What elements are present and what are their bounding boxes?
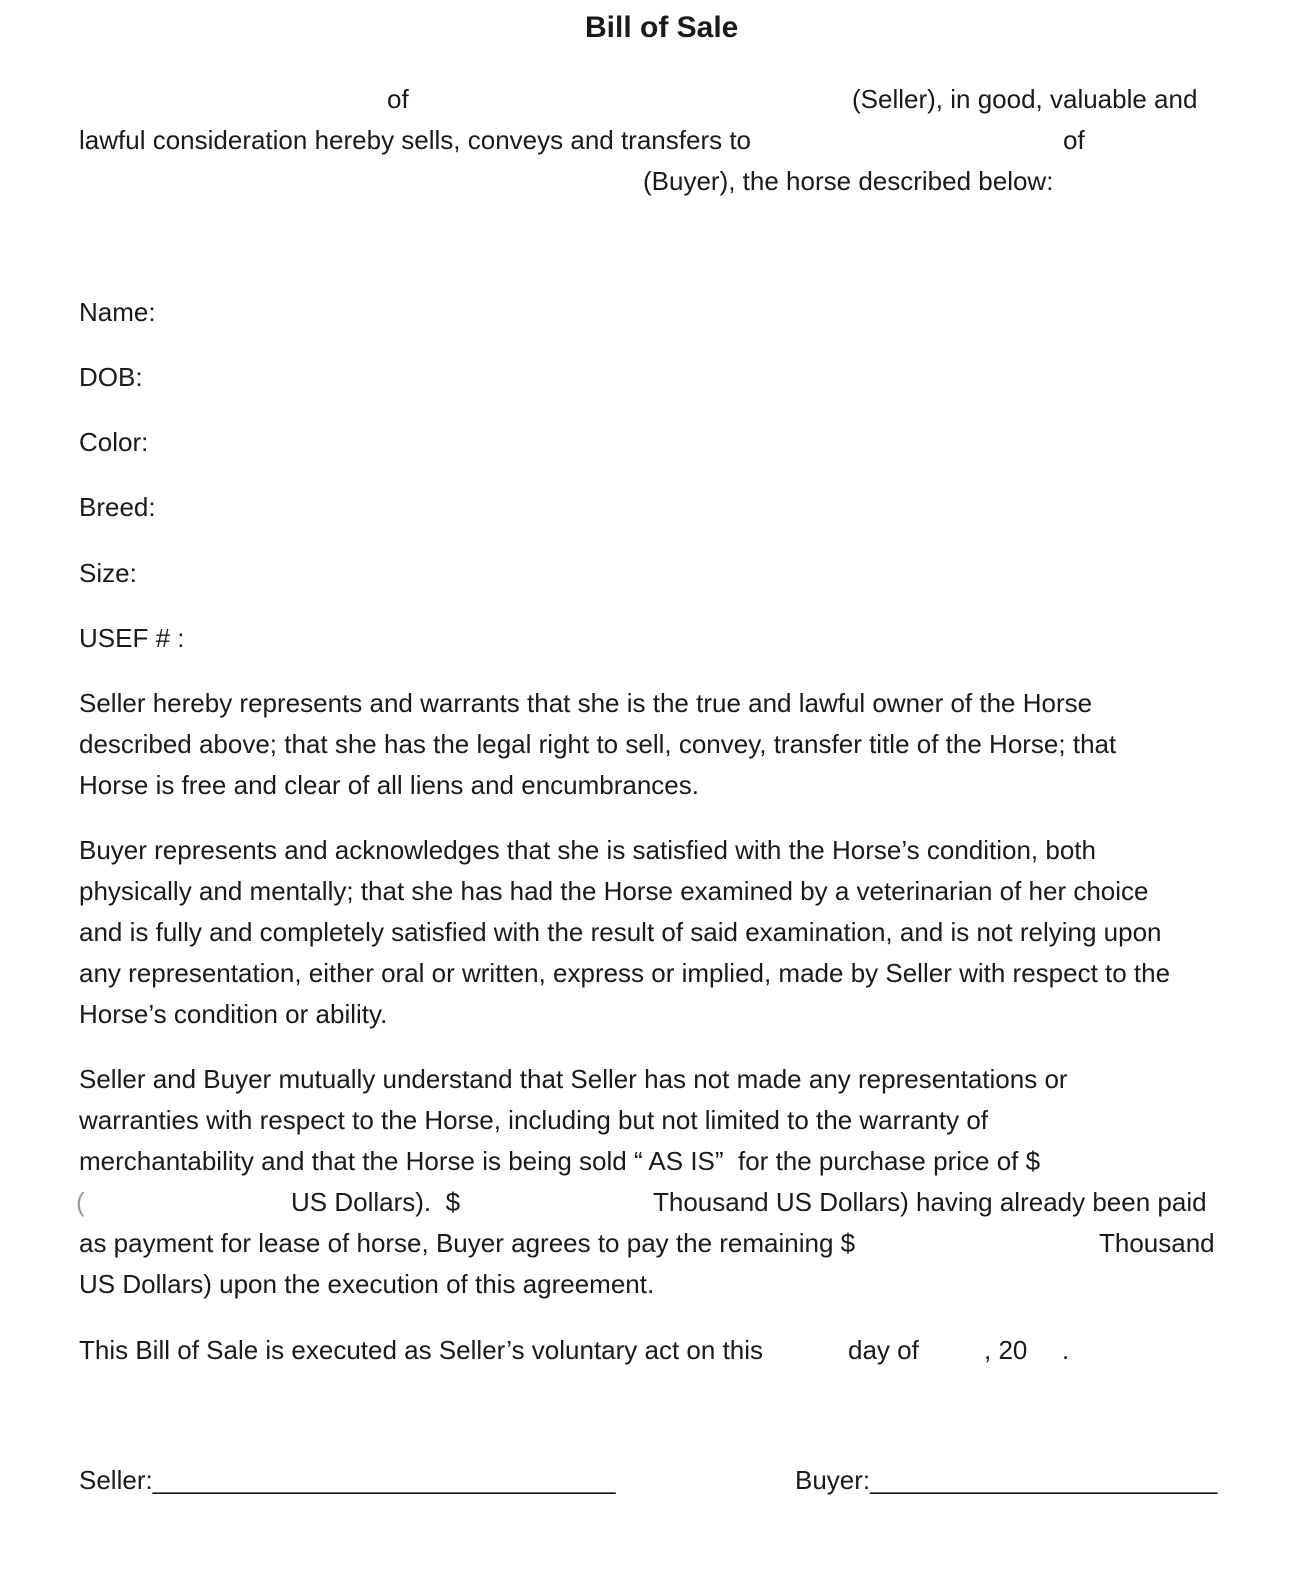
execution-period: .	[1062, 1335, 1070, 1365]
buyer-ack-line: physically and mentally; that she has had the Horse examined by a veterinarian of her choice	[79, 876, 1149, 906]
seller-of-label: of	[387, 84, 409, 114]
seller-signature-line[interactable]: Seller:________________________________	[79, 1465, 616, 1495]
consideration-text: lawful consideration hereby sells, conveys and transfers to	[79, 125, 752, 155]
price-already-paid: Thousand US Dollars) having already been paid	[653, 1187, 1207, 1217]
execution-text: This Bill of Sale is executed as Seller’s voluntary act on this	[79, 1335, 764, 1365]
buyer-signature-line[interactable]: Buyer:________________________	[795, 1465, 1218, 1495]
field-color-label: Color:	[79, 427, 149, 457]
remaining-payment: as payment for lease of horse, Buyer agrees to pay the remaining $	[79, 1228, 856, 1258]
seller-warranty-line: described above; that she has the legal right to sell, convey, transfer title of the Horse; that	[79, 729, 1117, 759]
price-open-paren: (	[76, 1187, 85, 1217]
field-name-label: Name:	[79, 297, 156, 327]
mutual-line: merchantability and that the Horse is being sold “ AS IS” for the purchase price of $	[79, 1146, 1041, 1176]
buyer-ack-line: any representation, either oral or written, express or implied, made by Seller with respect to the	[79, 958, 1171, 988]
remaining-thousand: Thousand	[1099, 1228, 1215, 1258]
mutual-line: Seller and Buyer mutually understand that Seller has not made any representations or	[79, 1064, 1068, 1094]
seller-warranty-line: Seller hereby represents and warrants that she is the true and lawful owner of the Horse	[79, 688, 1093, 718]
mutual-line: warranties with respect to the Horse, including but not limited to the warranty of	[79, 1105, 988, 1135]
seller-clause: (Seller), in good, valuable and	[852, 84, 1198, 114]
field-dob-label: DOB:	[79, 362, 143, 392]
mutual-line: US Dollars) upon the execution of this agreement.	[79, 1269, 655, 1299]
field-size-label: Size:	[79, 558, 137, 588]
field-usef-label: USEF # :	[79, 623, 185, 653]
execution-year: , 20	[984, 1335, 1028, 1365]
buyer-clause: (Buyer), the horse described below:	[643, 166, 1054, 196]
page-title: Bill of Sale	[585, 11, 739, 44]
buyer-of-label: of	[1063, 125, 1085, 155]
seller-warranty-line: Horse is free and clear of all liens and encumbrances.	[79, 770, 699, 800]
field-breed-label: Breed:	[79, 492, 156, 522]
execution-day-of: day of	[848, 1335, 919, 1365]
buyer-ack-line: Horse’s condition or ability.	[79, 999, 388, 1029]
buyer-ack-line: and is fully and completely satisfied with the result of said examination, and is not relying upon	[79, 917, 1162, 947]
price-us-dollars: US Dollars). $	[291, 1187, 461, 1217]
buyer-ack-line: Buyer represents and acknowledges that she is satisfied with the Horse’s condition, both	[79, 835, 1096, 865]
